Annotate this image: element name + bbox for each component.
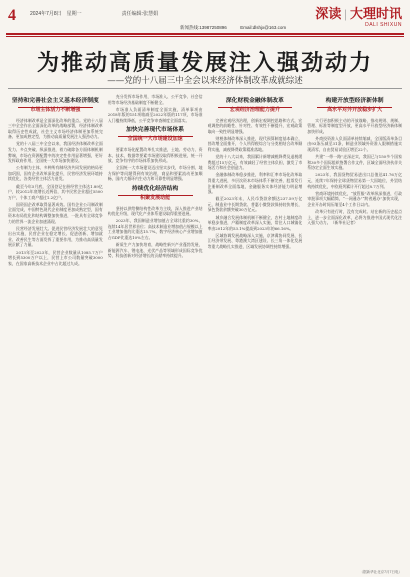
body-paragraph: 共建“一带一路”走深走实，我国已与150多个国家和30多个国际组织签署合作文件，区域全面经济伙伴关系协定全面生效实施。 <box>307 154 402 171</box>
body-paragraph: 民营经济发展壮大。促进民营经济发展壮大的意见出台实施，民营企业在稳定增长、促进创新、增加就业、改善民生等方面发挥了重要作用，为推动高质量发展贡献了力量。 <box>8 225 103 248</box>
section-heading <box>208 98 303 115</box>
section-heading <box>108 186 203 203</box>
body-paragraph: 要素市场化配置改革扎实推进，土地、劳动力、资本、技术、数据等要素市场建设取得积极进展，统一开放、竞争有序的市场体系加快形成。 <box>107 146 203 164</box>
headline-divider <box>8 88 402 89</box>
body-paragraph: 实行更加积极主动的开放战略，推动规则、规制、管理、标准等制度型开放，更高水平开放型经济新体制加快形成。 <box>307 117 402 134</box>
body-paragraph: 坚持以供给侧结构性改革为主线，深入推进产业结构优化升级，现代化产业体系建设取得重要进展。 <box>107 205 203 217</box>
section-heading-subtitle: 全国统一大市场建设加速 <box>127 136 183 143</box>
section-heading-title: 加快完善现代市场体系 <box>126 127 185 134</box>
body-paragraph: 外商投资准入负面清单持续缩减，全国版清单条目由93条压减至31条，制造业领域外资准入限制措施实现清零，自由贸易试验区增至22个。 <box>307 135 402 152</box>
date-line: 2024年7月8日 星期一 责任编辑:张慧娟 <box>30 11 159 17</box>
section-heading <box>108 127 203 144</box>
brand-block <box>315 3 402 28</box>
body-paragraph: 2013年至2023年，民营企业数量从1085.7万户增长到5300万户以上，民营上市公司数量突破3000家，在国家高新技术企业中占比超过九成。 <box>8 249 103 266</box>
body-paragraph: 改革只有进行时，没有完成时。站在新的历史起点上，进一步全面深化改革，必将为推进中国式现代化注入强大动力。（新华社记者） <box>307 208 402 226</box>
body-paragraph: 全国统一大市场建设迈出坚实步伐，市场分割、地方保护等问题得到有效治理，商品和要素流动更加顺畅，国内大循环内生动力和可靠性明显增强。 <box>107 165 203 182</box>
body-paragraph: 区域协调发展战略深入实施，京津冀协同发展、长江经济带发展、粤港澳大湾区建设、长三角一体化发展等重大战略扎实推进，区域发展协调性持续增强。 <box>207 232 303 249</box>
brand-title <box>315 3 402 22</box>
footer-note: （据新华社北京7月7日电） <box>359 570 402 574</box>
brand-separator: | <box>344 6 347 21</box>
section-heading-title: 构建开放型经济新体制 <box>325 98 384 104</box>
page-number: 4 <box>8 7 16 24</box>
article-column <box>208 94 303 572</box>
body-paragraph: 公有制为主体、多种所有制经济共同发展的格局更加巩固，国有企业改革深化提升，民营经济发展环境持续优化，各类经营主体活力迸发。 <box>8 165 103 182</box>
body-paragraph: 国资国企改革取得显著成效。国有企业公司制改制全面完成，中国特色现代企业制度更加成熟定型，国有资本布局优化和结构调整加快推进，一批具有全球竞争力的世界一流企业加速涌现。 <box>8 201 103 224</box>
body-paragraph: 2023年，我国货物贸易进出口总值达41.76万亿元，连续7年保持全球货物贸易第一大国地位，外贸结构持续优化，中欧班列累计开行超过8.7万列。 <box>307 172 402 189</box>
body-paragraph: 党的十八大以来，我国累计新增减税降费及退税缓费超过15万亿元，有效减轻了经营主体负担，激发了市场活力和社会创造力。 <box>207 154 303 171</box>
section-heading-subtitle: 市场主体活力不断增强 <box>30 107 81 113</box>
section-heading-title: 持续优化经济结构 <box>131 186 179 193</box>
body-paragraph: 充分发挥市场作用，市场准入、公平竞争、社会信用等市场经济基础制度不断健全。 <box>107 94 203 105</box>
section-name: 深读 <box>315 6 342 21</box>
section-heading-subtitle: 积聚发展动能 <box>140 195 171 202</box>
body-paragraph: 财税体制改革深入推进，现代预算制度基本确立，营改增全面推开，个人所得税综合与分类相结合改革顺利实施，减税降费政策精准落地。 <box>207 135 303 152</box>
masthead <box>0 0 410 36</box>
body-paragraph: 经济体制改革是全面深化改革的重点。党的十八届三中全会作出全面深化改革的战略部署，经济体制改革取得历史性成就，社会主义市场经济体制更加系统完备、更加成熟定型，为推动高质量发展注入强劲动力。 <box>8 117 103 140</box>
brand-english: DALI SHIXUN <box>365 22 402 28</box>
article-column <box>8 94 103 572</box>
article-headline: 为推动高质量发展注入强劲动力 <box>36 51 373 76</box>
body-paragraph: 截至今年5月底，全国登记在册经营主体达1.89亿户，较2012年底增长近两倍，其中民营企业超过5500万户，个体工商户超过1.2亿户。 <box>8 183 103 200</box>
body-paragraph: 营商环境持续优化，“放管服”改革纵深推进，行政审批事项大幅精简，“一网通办”“跨省通办”加快实现，企业开办时间压缩至4个工作日以内。 <box>307 190 402 207</box>
section-heading-title: 深化财税金融体制改革 <box>225 98 284 104</box>
article-subhead: ——党的十八届三中全会以来经济体制改革成就综述 <box>107 76 303 86</box>
section-heading <box>307 98 402 115</box>
body-paragraph: 市场准入负面清单制度全面实施，清单事项由2018年版的151项缩减至2022年版的117项，市场准入门槛持续降低，公平竞争审查制度全面落实。 <box>107 106 203 123</box>
body-paragraph: 新质生产力加快培育，战略性新兴产业蓬勃发展，新能源汽车、锂电池、光伏产品等领域形成国际竞争优势，科技创新对经济增长的贡献率持续提升。 <box>107 242 203 259</box>
body-paragraph: 截至2023年末，人民币贷款余额达237.59万亿元，制造业中长期贷款、普惠小微贷款保持较快增长，绿色贷款余额突破30万亿元。 <box>207 196 303 213</box>
body-paragraph: 党的十八届三中全会以来，我国经济体制改革全面发力、多点突破、纵深推进，着力破除各方面体制机制弊端，市场在资源配置中的决定性作用显著增强，更好发挥政府作用，全国统一大市场加快建设。 <box>8 141 103 164</box>
article-body <box>8 94 402 572</box>
body-paragraph: 金融体制改革稳步推进，利率和汇率市场化改革取得重大进展，多层次资本市场体系不断完善，股票发行注册制改革全面落地，金融服务实体经济能力明显增强。 <box>207 172 303 195</box>
brand-name: 大理时讯 <box>349 6 402 21</box>
section-heading-subtitle: 宏观经济治理能力提升 <box>229 107 280 113</box>
section-heading <box>8 98 103 115</box>
section-heading-subtitle: 高水平对外开放稳步扩大 <box>327 107 383 113</box>
contact-line: 新闻热线:13987250896 Email:dlshjx@163.com <box>180 25 287 30</box>
body-paragraph: 完善宏观经济治理，创新宏观调控思路和方式，宏观调控的前瞻性、针对性、有效性不断提升，宏观政策取向一致性明显增强。 <box>207 117 303 134</box>
article-column <box>108 94 203 572</box>
article-column <box>307 94 402 572</box>
masthead-rule-thin <box>6 36 404 37</box>
section-heading-title: 坚持和完善社会主义基本经济制度 <box>11 98 99 104</box>
body-paragraph: 2023年，我国制造业增加值占全球比重约30%，连续14年居世界首位；高技术制造业增加值占规模以上工业增加值的比重达15.7%，数字经济核心产业增加值占GDP比重达10%左右。 <box>107 218 203 240</box>
body-paragraph: 城乡融合发展体制机制不断健全，农村土地制度改革稳步推进，户籍制度改革深入实施，常住人口城镇化率由2012年的53.1%提高到2023年的66.16%。 <box>207 214 303 231</box>
masthead-rule <box>6 33 404 35</box>
